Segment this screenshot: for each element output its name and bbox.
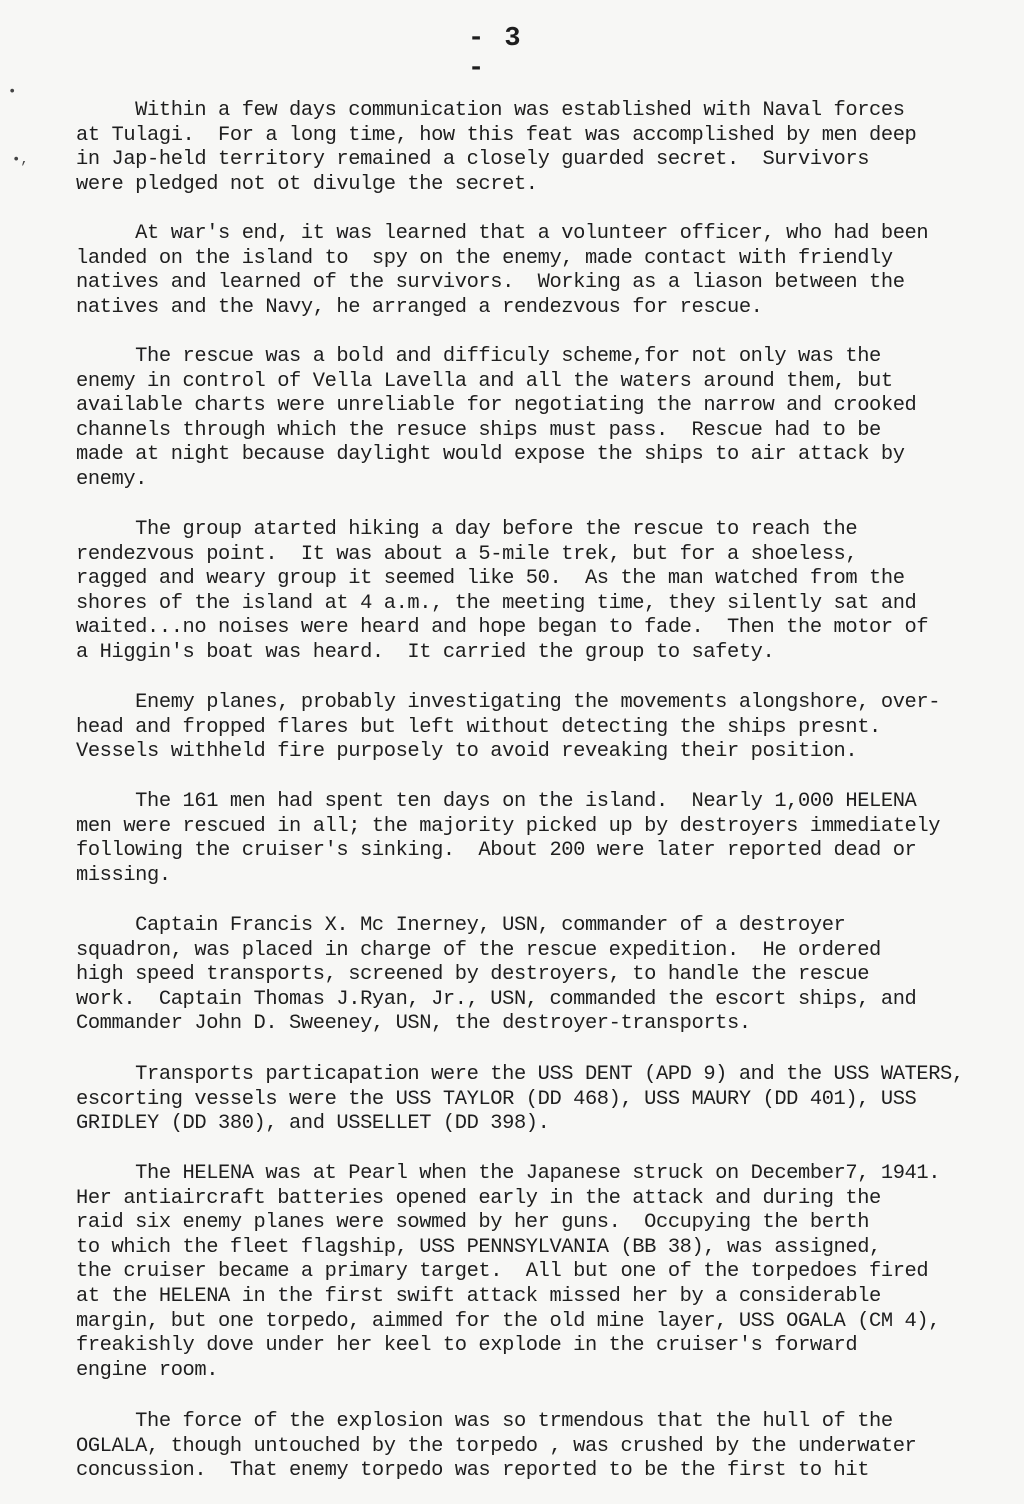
text-line: in Jap-held territory remained a closely guarded secret. Survivors: [76, 148, 870, 172]
text-line: Enemy planes, probably investigating the movements alongshore, over-: [76, 691, 941, 714]
text-line: natives and learned of the survivors. Working as a liason between the: [76, 271, 905, 295]
text-line: Vessels withheld fire purposely to avoid reveaking their position.: [76, 740, 858, 764]
paragraph: [76, 345, 976, 493]
text-line: landed on the island to spy on the enemy, made contact with friendly: [76, 246, 893, 270]
text-line: The group atarted hiking a day before the rescue to reach the: [76, 518, 858, 541]
text-line: margin, but one torpedo, aimmed for the old mine layer, USS OGALA (CM 4),: [76, 1309, 941, 1333]
text-line: enemy in control of Vella Lavella and all the waters around them, but: [76, 369, 893, 393]
text-line: were pledged not ot divulge the secret.: [76, 172, 538, 196]
text-line: The 161 men had spent ten days on the island. Nearly 1,000 HELENA: [76, 790, 917, 813]
text-line: the cruiser became a primary target. All but one of the torpedoes fired: [76, 1260, 929, 1284]
text-line: Captain Francis X. Mc Inerney, USN, commander of a destroyer: [76, 914, 846, 937]
text-line: natives and the Navy, he arranged a rendezvous for rescue.: [76, 295, 763, 319]
text-line: following the cruiser's sinking. About 200 were later reported dead or: [76, 839, 917, 863]
text-line: work. Captain Thomas J.Ryan, Jr., USN, commanded the escort ships, and: [76, 987, 917, 1011]
text-line: channels through which the resuce ships must pass. Rescue had to be: [76, 418, 881, 442]
text-line: concussion. That enemy torpedo was reported to be the first to hit: [76, 1459, 870, 1483]
paragraph: [76, 914, 976, 1037]
text-line: The rescue was a bold and difficuly scheme,for not only was the: [76, 345, 881, 368]
text-line: men were rescued in all; the majority picked up by destroyers immediately: [76, 814, 941, 838]
text-line: ragged and weary group it seemed like 50. As the man watched from the: [76, 567, 905, 591]
text-line: squadron, was placed in charge of the rescue expedition. He ordered: [76, 938, 881, 962]
text-line: freakishly dove under her keel to explode in the cruiser's forward: [76, 1334, 858, 1358]
text-line: Her antiaircraft batteries opened early in the attack and during the: [76, 1186, 881, 1210]
text-line: The HELENA was at Pearl when the Japanese struck on December7, 1941.: [76, 1162, 941, 1185]
text-line: Transports particapation were the USS DENT (APD 9) and the USS WATERS,: [76, 1063, 964, 1086]
text-line: Within a few days communication was established with Naval forces: [76, 99, 905, 122]
page-number: - 3 -: [468, 24, 523, 84]
text-line: waited...no noises were heard and hope began to fade. Then the motor of: [76, 616, 929, 640]
text-line: OGLALA, though untouched by the torpedo , was crushed by the underwater: [76, 1434, 917, 1458]
text-line: enemy.: [76, 467, 148, 491]
paragraph: [76, 790, 976, 888]
text-line: shores of the island at 4 a.m., the meeting time, they silently sat and: [76, 591, 917, 615]
text-line: available charts were unreliable for negotiating the narrow and crooked: [76, 394, 917, 418]
margin-mark: •: [8, 84, 17, 100]
text-line: high speed transports, screened by destroyers, to handle the rescue: [76, 963, 870, 987]
text-line: The force of the explosion was so trmendous that the hull of the: [76, 1410, 893, 1433]
paragraph: [76, 1063, 976, 1137]
text-line: to which the fleet flagship, USS PENNSYLVANIA (BB 38), was assigned,: [76, 1235, 881, 1259]
paragraph: [76, 518, 976, 666]
text-line: Commander John D. Sweeney, USN, the destroyer-transports.: [76, 1012, 751, 1036]
margin-mark: •,: [12, 152, 29, 168]
text-line: raid six enemy planes were sowmed by her guns. Occupying the berth: [76, 1211, 870, 1235]
text-line: missing.: [76, 863, 171, 887]
text-line: rendezvous point. It was about a 5-mile trek, but for a shoeless,: [76, 542, 858, 566]
text-line: a Higgin's boat was heard. It carried the group to safety.: [76, 640, 775, 664]
text-line: at Tulagi. For a long time, how this feat was accomplished by men deep: [76, 123, 917, 147]
text-line: GRIDLEY (DD 380), and USSELLET (DD 398).: [76, 1112, 550, 1136]
text-line: at the HELENA in the first swift attack missed her by a considerable: [76, 1284, 881, 1308]
text-line: engine room.: [76, 1358, 219, 1382]
paragraph: [76, 1162, 976, 1383]
paragraph: [76, 1410, 976, 1484]
text-line: escorting vessels were the USS TAYLOR (DD 468), USS MAURY (DD 401), USS: [76, 1087, 917, 1111]
paragraph: [76, 99, 976, 197]
text-line: At war's end, it was learned that a volunteer officer, who had been: [76, 222, 929, 245]
text-line: made at night because daylight would expose the ships to air attack by: [76, 443, 905, 467]
text-line: head and fropped flares but left without detecting the ships presnt.: [76, 715, 881, 739]
paragraph: [76, 222, 976, 320]
paragraph: [76, 691, 976, 765]
